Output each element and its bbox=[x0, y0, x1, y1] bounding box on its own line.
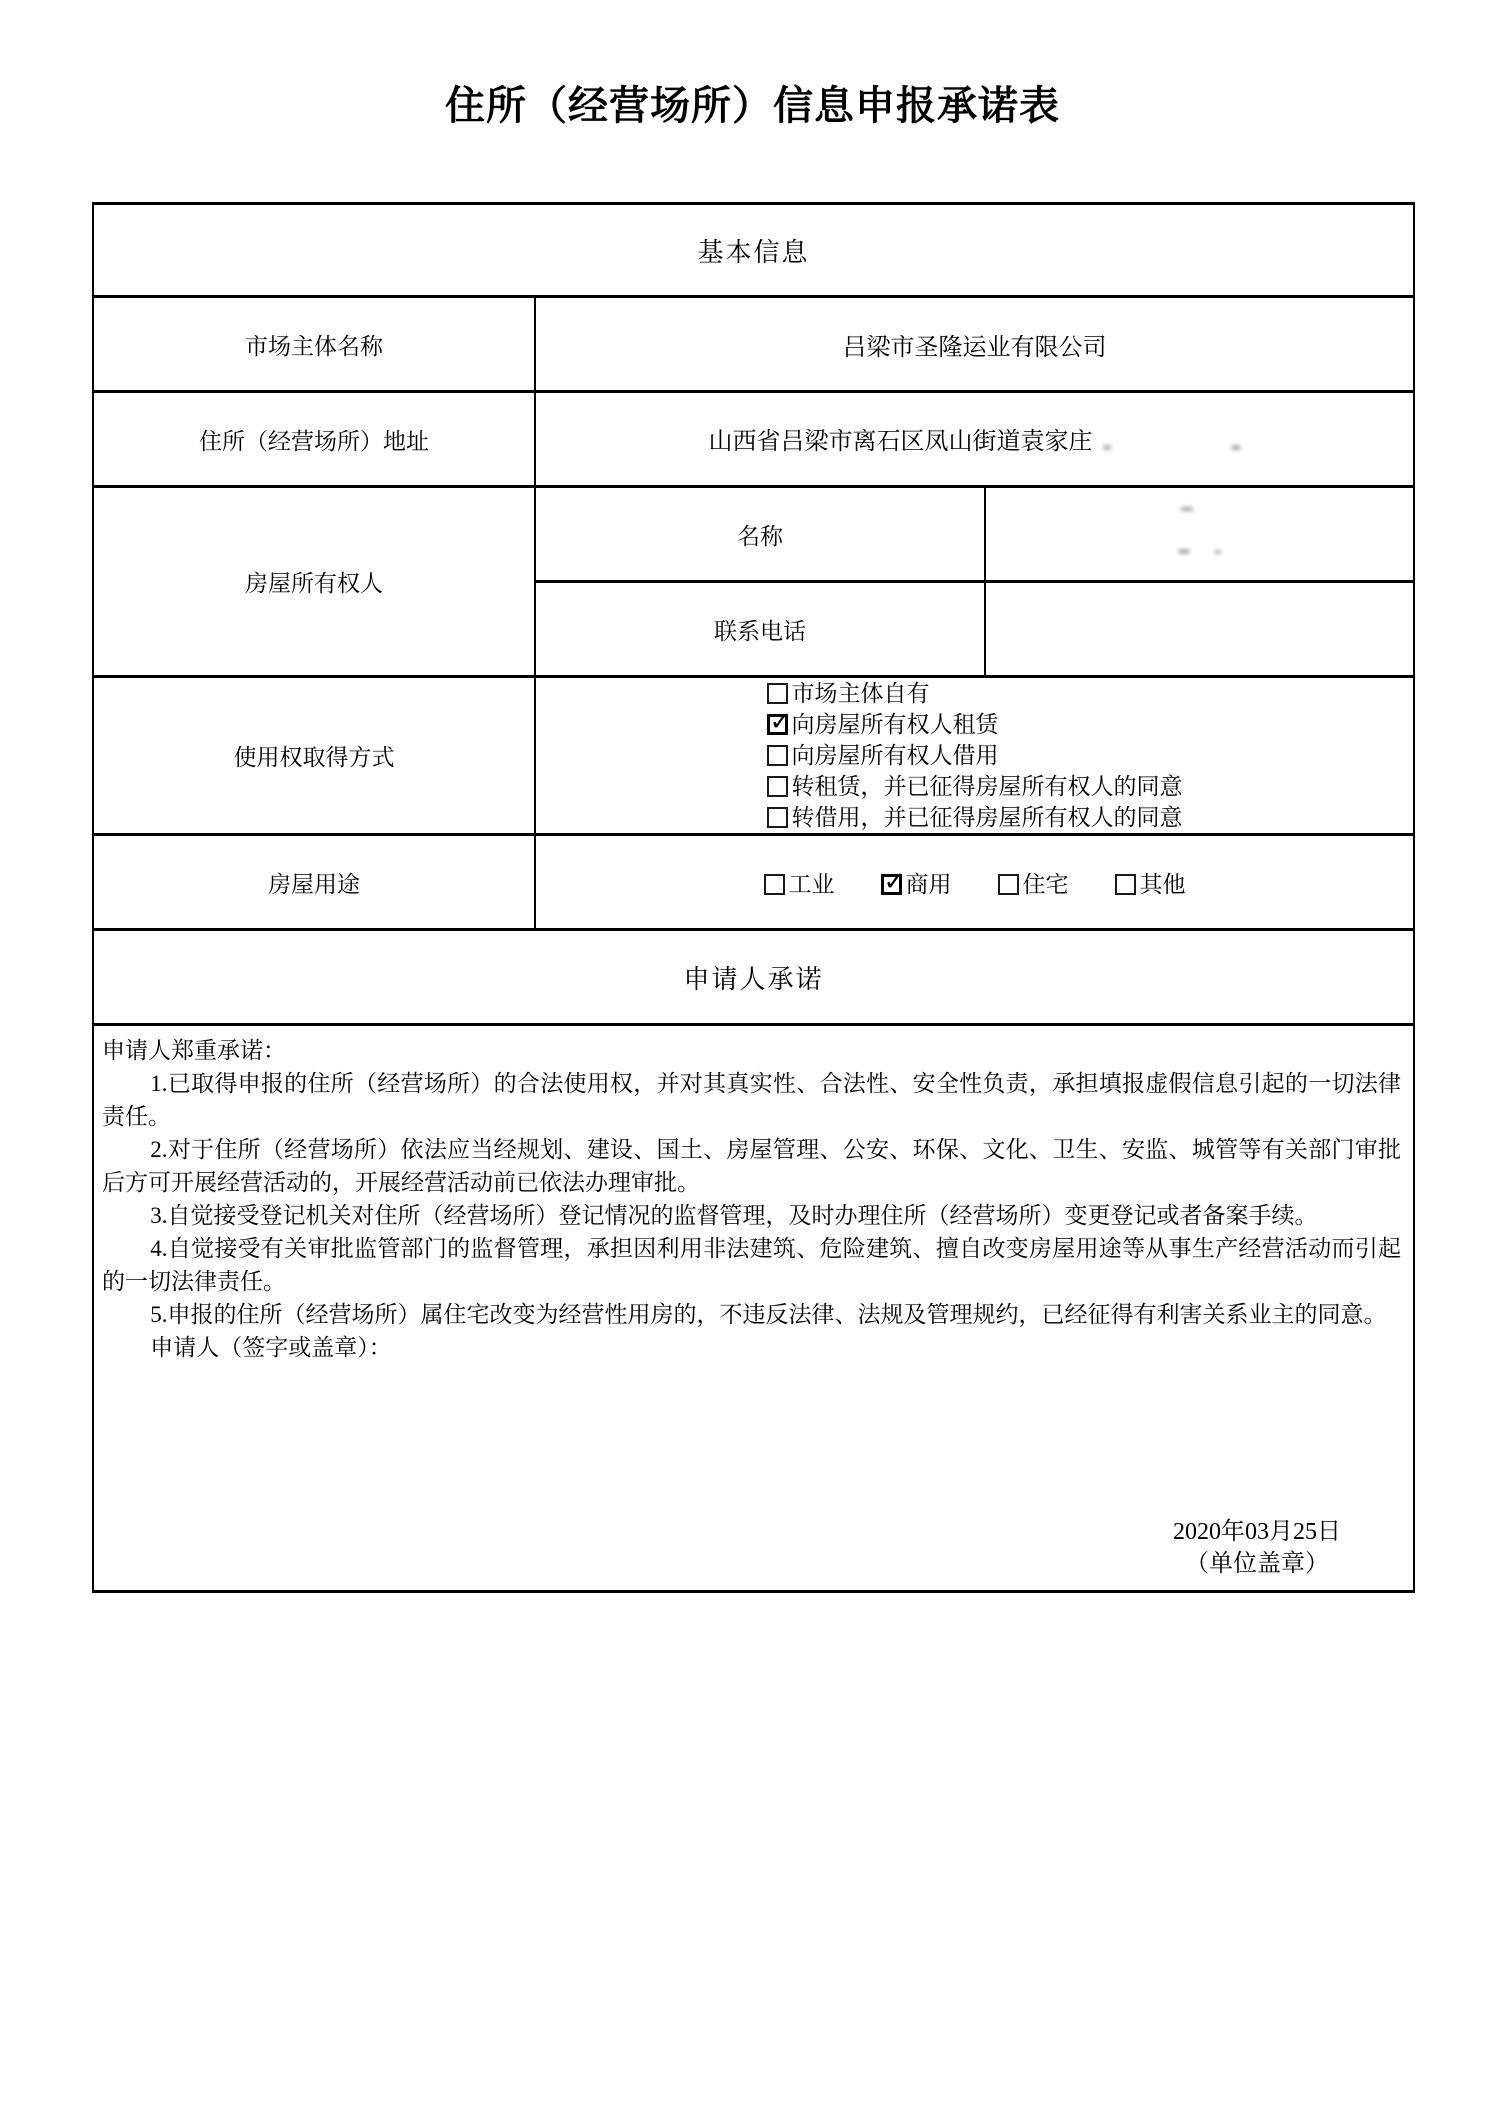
checkbox-unchecked-icon bbox=[764, 874, 785, 895]
commitment-item-5: 5.申报的住所（经营场所）属住宅改变为经营性用房的，不违反法律、法规及管理规约，已经征得有利害关系业主的同意。 bbox=[150, 1302, 1387, 1327]
usage-option-borrowed-from-owner: 向房屋所有权人借用 bbox=[767, 740, 1183, 771]
row-address bbox=[93, 392, 1414, 487]
entity-name-value: 吕梁市圣隆运业有限公司 bbox=[535, 297, 1414, 392]
commitment-item-1: 1.已取得申报的住所（经营场所）的合法使用权，并对其真实性、合法性、安全性负责，承担填报虚假信息引起的一切法律责任。 bbox=[102, 1071, 1402, 1129]
house-use-options bbox=[535, 835, 1414, 930]
page-title: 住所（经营场所）信息申报承诺表 bbox=[445, 83, 1060, 128]
checkbox-unchecked-icon bbox=[767, 776, 788, 797]
checkbox-checked-icon bbox=[767, 707, 792, 737]
house-use-option-residential: 住宅 bbox=[998, 866, 1069, 899]
commitment-body bbox=[93, 1025, 1414, 1592]
row-entity-name bbox=[93, 297, 1414, 392]
house-use-option-commercial: ✓ 商用 bbox=[881, 866, 952, 899]
house-use-option-industrial: 工业 bbox=[764, 866, 835, 899]
date-text: 2020年03月25日 bbox=[1173, 1519, 1342, 1545]
row-section-commitment bbox=[93, 930, 1414, 1025]
owner-name-label: 名称 bbox=[535, 487, 985, 582]
row-owner-name bbox=[93, 487, 1414, 582]
section-header-applicant-commitment: 申请人承诺 bbox=[93, 930, 1414, 1025]
row-commitment-body bbox=[93, 1025, 1414, 1592]
commitment-item-3: 3.自觉接受登记机关对住所（经营场所）登记情况的监督管理，及时办理住所（经营场所）变更登记或者备案手续。 bbox=[150, 1203, 1318, 1228]
owner-phone-value bbox=[985, 582, 1414, 677]
redacted-text-blur bbox=[1103, 430, 1241, 457]
house-use-option-other: 其他 bbox=[1115, 866, 1186, 899]
owner-name-value bbox=[985, 487, 1414, 582]
usage-right-options bbox=[535, 677, 1414, 835]
usage-option-self-owned: 市场主体自有 bbox=[767, 678, 1183, 709]
check-icon: ✓ bbox=[769, 707, 792, 737]
row-section-basic bbox=[93, 204, 1414, 297]
check-icon: ✓ bbox=[883, 866, 906, 897]
checkbox-unchecked-icon bbox=[1115, 874, 1136, 895]
section-header-basic-info: 基本信息 bbox=[93, 204, 1414, 297]
commitment-item-4: 4.自觉接受有关审批监管部门的监督管理，承担因利用非法建筑、危险建筑、擅自改变房屋用途等从事生产经营活动而引起的一切法律责任。 bbox=[102, 1236, 1402, 1294]
row-house-use bbox=[93, 835, 1414, 930]
checkbox-unchecked-icon bbox=[998, 874, 1019, 895]
redacted-text-blur bbox=[1178, 507, 1221, 561]
usage-option-rented-from-owner: ✓ 向房屋所有权人租赁 bbox=[767, 709, 1183, 740]
address-label: 住所（经营场所）地址 bbox=[93, 392, 535, 487]
address-value bbox=[535, 392, 1414, 487]
owner-label: 房屋所有权人 bbox=[93, 487, 535, 677]
house-use-label: 房屋用途 bbox=[93, 835, 535, 930]
seal-note: （单位盖章） bbox=[1185, 1551, 1330, 1577]
checkbox-unchecked-icon bbox=[767, 807, 788, 828]
checkbox-unchecked-icon bbox=[767, 745, 788, 766]
commitment-item-2: 2.对于住所（经营场所）依法应当经规划、建设、国土、房屋管理、公安、环保、文化、卫生、安监、城管等有关部门审批后方可开展经营活动的，开展经营活动前已依法办理审批。 bbox=[102, 1137, 1402, 1195]
checkbox-checked-icon bbox=[881, 866, 906, 897]
owner-phone-label: 联系电话 bbox=[535, 582, 985, 677]
usage-right-label: 使用权取得方式 bbox=[93, 677, 535, 835]
declaration-form-table bbox=[92, 202, 1415, 1593]
signature-label: 申请人（签字或盖章）： bbox=[150, 1335, 392, 1360]
usage-option-subborrow: 转借用，并已征得房屋所有权人的同意 bbox=[767, 802, 1183, 833]
address-text: 山西省吕梁市离石区凤山街道袁家庄 bbox=[708, 429, 1093, 455]
entity-name-label: 市场主体名称 bbox=[93, 297, 535, 392]
row-usage-right bbox=[93, 677, 1414, 835]
date-and-seal-block bbox=[1173, 1516, 1341, 1580]
usage-option-sublease: 转租赁，并已征得房屋所有权人的同意 bbox=[767, 771, 1183, 802]
commitment-intro: 申请人郑重承诺： bbox=[102, 1038, 286, 1063]
checkbox-unchecked-icon bbox=[767, 683, 788, 704]
